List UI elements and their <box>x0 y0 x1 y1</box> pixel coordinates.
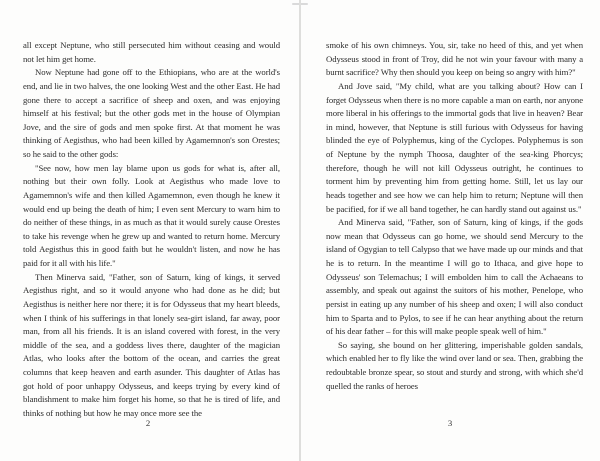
right-paragraph-1: smoke of his own chimneys. You, sir, take no heed of this, and yet when Odysseus stood in front of Troy, did he not win your favour with many a burnt sacrifice? Why then should you keep on being so angry with him?" <box>326 40 583 78</box>
right-page-text <box>326 39 583 419</box>
right-paragraph-3: And Minerva said, "Father, son of Saturn, king of kings, if the gods now mean that Odysseus can go home, we should send Mercury to the island of Ogygian to tell Calypso that we have made up our minds and that he is to return. In the meantime I will go to Ithaca, and give hope to Odysseus' son Telemachus; I will embolden him to call the Achaeans to assembly, and speak out against the suitors of his mother, Penelope, who persist in eating up any number of his sheep and oxen; I will also conduct him to Sparta and to Pylos, to see if he can hear anything about the return of his dear father – for this will make people speak well of him." <box>326 217 583 337</box>
left-page-number: 2 <box>145 418 151 428</box>
right-page-number: 3 <box>447 418 453 428</box>
left-paragraph-2: Now Neptune had gone off to the Ethiopians, who are at the world's end, and lie in two halves, the one looking West and the other East. He had gone there to accept a sacrifice of sheep and oxen, and was enjoying himself at his festival; but the other gods met in the house of Olympian Jove, and the sire of gods and men spoke first. At that moment he was thinking of Aegisthus, who had been killed by Agamemnon's son Orestes; so he said to the other gods: <box>23 67 280 159</box>
right-paragraph-2: And Jove said, "My child, what are you talking about? How can I forget Odysseus when there is no more capable a man on earth, nor anyone more liberal in his offerings to the immortal gods that live in heaven? Bear in mind, however, that Neptune is still furious with Odysseus for having blinded the eye of Polyphemus, king of the Cyclopes. Polyphemus is son of Neptune by the nymph Thoosa, daughter of the sea-king Phorcys; therefore, though he will not kill Odysseus outright, he continues to torment him by preventing him from getting home. Still, let us lay our heads together and see how we can help him to return; Neptune will then be pacified, for if we all band together, he can hardly stand out against us." <box>326 80 583 214</box>
page-gutter <box>299 0 301 461</box>
left-paragraph-4: Then Minerva said, "Father, son of Saturn, king of kings, it served Aegisthus right, and so it would anyone who had done as he did; but Aegisthus is neither here nor there; it is for Odysseus that my heart bleeds, when I think of his sufferings in that lonely sea-girt island, far away, poor man, from all his friends. It is an island covered with forest, in the very middle of the sea, and a goddess lives there, daughter of the magician Atlas, who looks after the bottom of the ocean, and carries the great columns that keep heaven and earth asunder. This daughter of Atlas has got hold of poor unhappy Odysseus, and keeps trying by every kind of blandishment to make him forget his home, so that he is tired of life, and thinks of nothing but how he may once more see the <box>23 271 280 418</box>
right-paragraph-4: So saying, she bound on her glittering, imperishable golden sandals, which enabled her to fly like the wind over land or sea. Then, grabbing the redoubtable bronze spear, so stout and sturdy and strong, with which she'd quelled the ranks of heroes <box>326 339 583 391</box>
left-page-text <box>23 39 280 419</box>
left-paragraph-1: all except Neptune, who still persecuted him without ceasing and would not let him get home. <box>23 40 280 64</box>
left-paragraph-3: "See now, how men lay blame upon us gods for what is, after all, nothing but their own folly. Look at Aegisthus who made love to Agamemnon's wife and then killed Agamemnon, even though he knew it would end up being the death of him; I even sent Mercury to warn him to do neither of these things, in as much as that it would surely cause Orestes to take his revenge when he grew up and wanted to return home. Mercury told Aegisthus this in good faith but he wouldn't listen, and now he has paid for it all with his life." <box>23 162 280 268</box>
